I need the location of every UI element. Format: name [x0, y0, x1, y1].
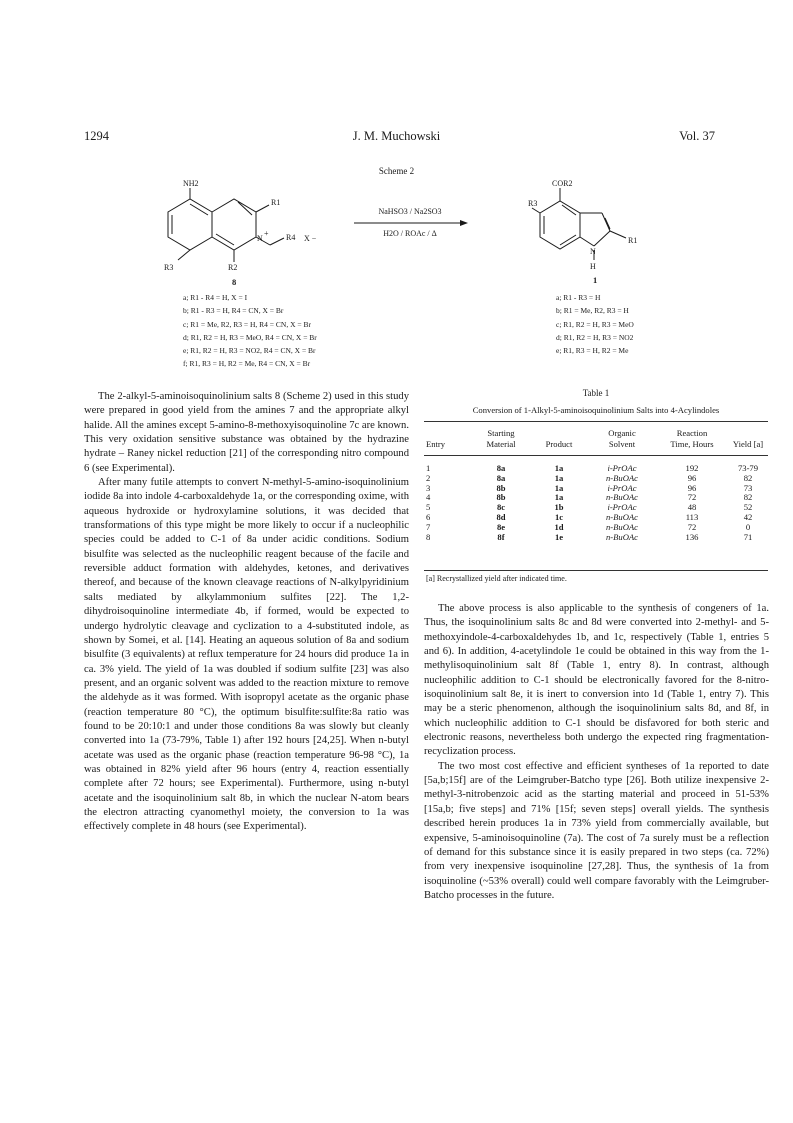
conversion-table: [424, 428, 768, 542]
legend-8-item: c; R1 = Me, R2, R3 = H, R4 = CN, X = Br: [183, 319, 311, 329]
legend-1-item: c; R1, R2 = H, R3 = MeO: [556, 319, 634, 329]
indole-structure: [530, 176, 700, 284]
right-column: [424, 602, 769, 903]
scheme-title: Scheme 2: [378, 166, 415, 176]
table-row: 2 8a 1a n-BuOAc 96 82: [426, 472, 753, 483]
legend-8: [183, 291, 317, 371]
col-header: Organic Solvent: [608, 428, 636, 449]
left-column: [84, 390, 409, 835]
arrow-conditions: H2O / ROAc / Δ: [383, 229, 437, 238]
table-row: 7 8e 1d n-BuOAc 72 0: [426, 521, 751, 532]
plus-label: +: [264, 229, 269, 238]
col-header: Starting Material: [486, 428, 516, 449]
legend-8-item: d; R1, R2 = H, R3 = MeO, R4 = CN, X = Br: [183, 332, 317, 342]
legend-8-item: f; R1, R3 = H, R2 = Me, R4 = CN, X = Br: [183, 359, 311, 369]
legend-8-item: b; R1 - R3 = H, R4 = CN, X = Br: [183, 306, 284, 316]
r1-label: R1: [271, 198, 281, 207]
legend-1: [556, 291, 634, 357]
table-row: 3 8b 1a i-PrOAc 96 73: [426, 482, 753, 493]
page-number: 1294: [84, 129, 109, 143]
legend-8-item: e; R1, R2 = H, R3 = NO2, R4 = CN, X = Br: [183, 346, 316, 356]
table-row: 4 8b 1a n-BuOAc 72 82: [426, 492, 753, 503]
arrow-reagents: NaHSO3 / Na2SO3: [378, 207, 442, 216]
legend-1-item: a; R1 - R3 = H: [556, 293, 601, 302]
table-header-row: [424, 428, 768, 452]
compound-8-label: 8: [232, 277, 237, 287]
compound-1-label: 1: [593, 275, 598, 285]
running-author: J. M. Muchowski: [352, 129, 441, 143]
volume-label: Vol. 37: [679, 129, 715, 143]
n-indole-label: N: [590, 247, 596, 256]
legend-1-item: b; R1 = Me, R2, R3 = H: [556, 306, 629, 316]
nh2-label: NH2: [183, 179, 199, 188]
isoquinolinium-structure: [150, 178, 340, 290]
table-row: 8 8f 1e n-BuOAc 136 71: [426, 531, 753, 542]
table-label: Table 1: [582, 388, 610, 398]
col-header: Product: [545, 438, 573, 449]
indole-bonds: [532, 188, 626, 260]
legend-1-item: e; R1, R3 = H, R2 = Me: [556, 346, 629, 356]
paragraph: The two most cost effective and efficient syntheses of 1a reported to date [5a,b;15f] are of the Leimgruber-Batcho type [26]. Both utilize inexpensive 2-methyl-3-nitrobenzoic acid as the starting material and proceed in 51-53% [15a,b; five steps] and 71% [15f; seven steps] overall yields. The synthesis described herein produces 1a in 73% yield from commercially available, but expensive, 5-aminoisoquinoline (7a). The cost of 7a surely must be a reflection of demand for this substance since it is easily prepared in two steps (ca. 72%) from very inexpensive isoquinoline [27,28]. Thus, the synthesis of 1a from isoquinoline (~53% overall) could well compare favorably with the Leimgruber-Batcho processes in the future.: [424, 760, 769, 901]
table-row: 6 8d 1c n-BuOAc 113 42: [426, 511, 753, 522]
table-footnote: [a] Recrystallized yield after indicated time.: [426, 574, 567, 583]
col-header: Yield [a]: [732, 438, 764, 449]
paragraph: The 2-alkyl-5-aminoisoquinolinium salts 8 (Scheme 2) used in this study were prepared in good yield from the amines 7 and the appropriate alkyl halide. All the amines except 5-amino-8-methoxyisoquinoline 7c are known. This very oxidation sensitive substance was obtained by the hydrazine hydrate – Raney nickel reduction [21] of the corresponding nitro compound 6 (see Experimental).: [84, 391, 409, 474]
n-label: N: [257, 234, 263, 243]
col-header: Entry: [426, 438, 446, 449]
reaction-arrow: [352, 219, 470, 227]
isoquinolinium-bonds: [168, 188, 284, 262]
table-caption: Conversion of 1-Alkyl-5-aminoisoquinolinium Salts into 4-Acylindoles: [472, 405, 720, 415]
table-row: 5 8c 1b i-PrOAc 48 52: [426, 502, 753, 513]
r4-label: R4: [286, 233, 296, 242]
table-top-rule: [424, 421, 768, 422]
col-header: Reaction Time, Hours: [670, 428, 714, 449]
r3-label: R3: [164, 263, 174, 272]
table-row: 1 8a 1a i-PrOAc 192 73-79: [426, 463, 759, 473]
cor2-label: COR2: [552, 179, 573, 188]
table-bottom-rule: [424, 570, 768, 571]
r3-indole-label: R3: [528, 199, 538, 208]
legend-8-item: a; R1 - R4 = H, X = I: [183, 293, 248, 302]
h-indole-label: H: [590, 262, 596, 271]
paragraph: After many futile attempts to convert N-methyl-5-amino-isoquinolinium iodide 8a into indole 4-carboxaldehyde 1a, or the corresponding oxime, with aqueous hydroxide or hydroxylamine solutions, it was decided that transformations of this type might be more likely to occur if a nucleophilic species could be added to C-1 of 8a under acidic conditions. Sodium bisulfite was selected as the nucleophilic reagent because of the facile and reversible adduct formation with aldehydes, ketones, and derivatives thereof, and because of the known cleavage reactions of N-alkylpyridinium salts mediated by alkylammonium sulfites [22]. The 1,2-dihydroisoquinoline intermediate 4b, if formed, would be expected to undergo hydrolytic cleavage and cyclization to a 4-substituted indole, as shown by Somei, et al. [14]. Heating an aqueous solution of 8a and sodium bisulfite (3 equivalents) at reflux temperature for 24 hours did produce 1a in ca. 3% yield. The yield of 1a was doubled if sodium sulfite [23] was also present, and an organic solvent was added to the reaction mixture to remove the aldehyde as it was formed. With isopropyl acetate as the organic phase (reaction temperature 80 °C), the optimum bisulfite:sulfite:8a ratio was found to be 20:10:1 and under those conditions 8a was slowly but cleanly converted into 1a (73-79%, Table 1) after 192 hours [24,25]. When n-butyl acetate was used as the organic phase (reaction temperature 96-98 °C), 1a was obtained in 82% yield after 96 hours (entry 4, reaction essentially complete after 72 hours; see Experimental). Furthermore, using n-butyl acetate and the isoquinolinium salt 8b, in which the nuclear N-atom bears the electron attracting cyanomethyl moiety, the conversion to 1a was effectively complete in 48 hours (see Experimental).: [84, 477, 409, 833]
anion-label: X −: [304, 234, 317, 243]
paragraph: The above process is also applicable to the synthesis of congeners of 1a. Thus, the isoquinolinium salts 8c and 8d were converted into 2-methyl- and 5-methoxyindole-4-carboxaldehydes 1b, and 1c, respectively (Table 1, entries 5 and 6). In addition, 4-acetylindole 1e could be obtained in this way from the 1-methylisoquinolinium salt 8f (Table 1, entry 8). In contrast, although nucleophilic addition to C-1 should be electronically favored for the 8-nitro-isoquinolinium salt 8e, it is inert to conversion into 1d (Table 1, entry 7). This may be a steric phenomenon, although the isoquinolinium salts 8d, and 8f, in which nucleophilic addition to C-1 should be disfavored for both steric and electronic reasons, nevertheless both undergo the expected ring fragmentation-recyclization process.: [424, 603, 769, 758]
legend-1-item: d; R1, R2 = H, R3 = NO2: [556, 332, 634, 342]
r1-indole-label: R1: [628, 236, 638, 245]
r2-label: R2: [228, 263, 238, 272]
